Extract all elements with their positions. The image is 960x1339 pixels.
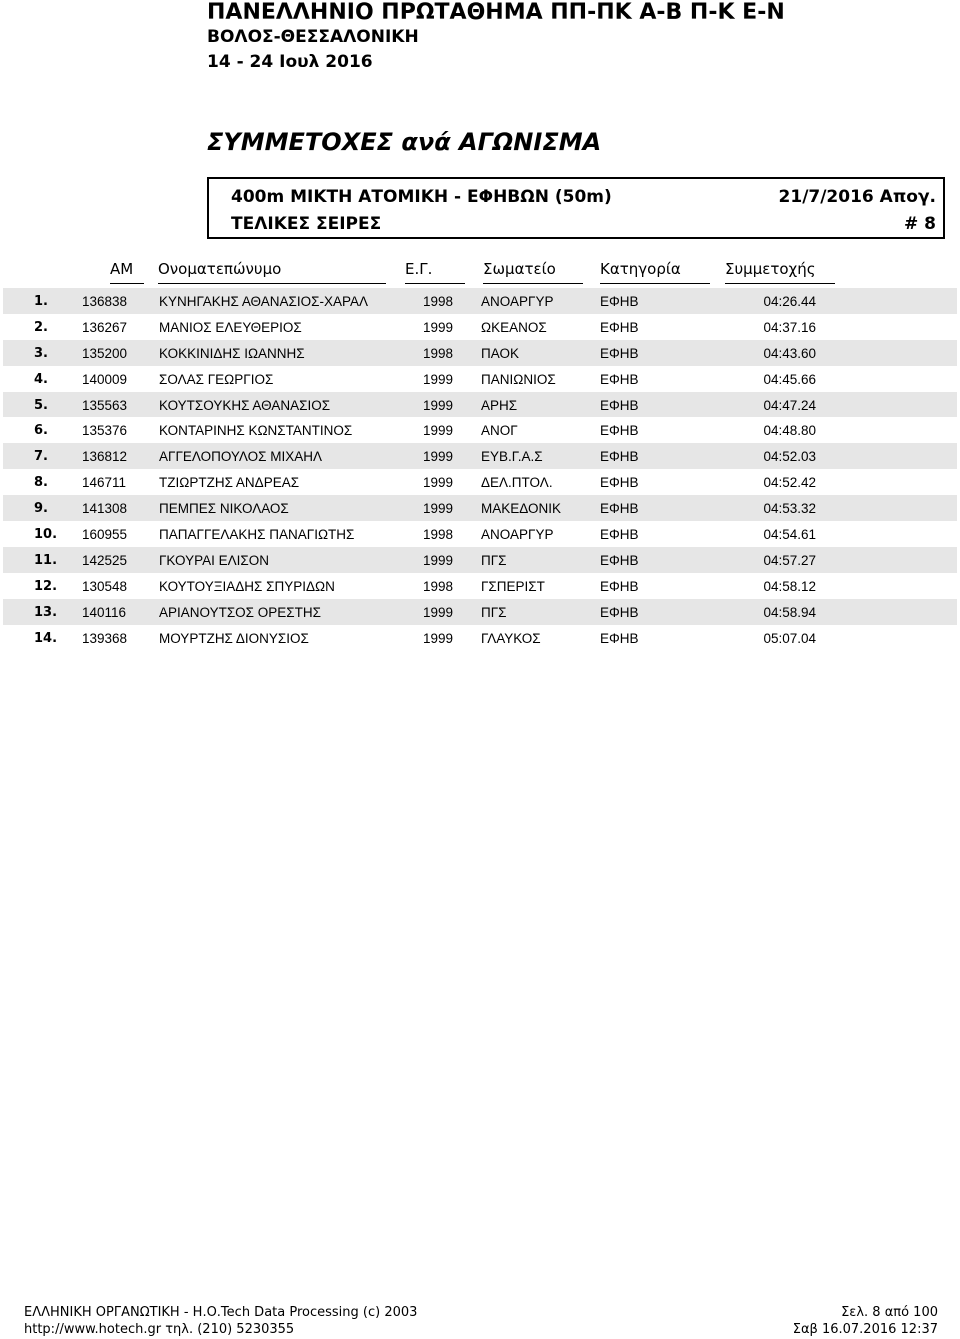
row-name: ΜΟΥΡΤΖΗΣ ΔΙΟΝΥΣΙΟΣ — [159, 630, 309, 646]
table-row — [3, 469, 957, 495]
table-row — [3, 417, 957, 443]
row-category: ΕΦΗΒ — [600, 397, 639, 413]
table-row — [3, 599, 957, 625]
row-mark: 04:58.94 — [763, 604, 816, 620]
row-position: 8. — [34, 475, 48, 491]
dates: 14 - 24 Ιουλ 2016 — [207, 52, 373, 72]
row-year: 1999 — [423, 371, 454, 387]
row-position: 3. — [34, 345, 48, 361]
venue: ΒΟΛΟΣ-ΘΕΣΣΑΛΟΝΙΚΗ — [207, 27, 419, 47]
row-category: ΕΦΗΒ — [600, 501, 639, 517]
row-club: ΠΓΣ — [481, 604, 507, 620]
row-position: 14. — [34, 630, 58, 646]
row-year: 1998 — [423, 578, 454, 594]
row-club: ΠΑΟΚ — [481, 345, 519, 361]
row-name: ΚΥΝΗΓΑΚΗΣ ΑΘΑΝΑΣΙΟΣ-ΧΑΡΑΛ — [159, 294, 369, 309]
row-club: ΔΕΛ.ΠΤΟΛ. — [481, 475, 553, 491]
row-club: ΑΝΟΑΡΓΥΡ — [481, 294, 554, 309]
row-am: 140116 — [82, 604, 127, 620]
row-position: 2. — [34, 319, 48, 335]
row-club: ΑΝΟΓ — [481, 423, 518, 439]
row-mark: 04:37.16 — [763, 319, 816, 335]
row-category: ΕΦΗΒ — [600, 578, 639, 594]
row-am: 135563 — [82, 397, 128, 413]
row-category: ΕΦΗΒ — [600, 345, 639, 361]
table-row — [3, 314, 957, 340]
column-header-am: ΑΜ — [110, 260, 144, 284]
report-title: ΣΥΜΜΕΤΟΧΕΣ ανά ΑΓΩΝΙΣΜΑ — [207, 128, 602, 156]
row-club: ΕΥΒ.Γ.Α.Σ — [481, 449, 543, 465]
table-row — [3, 443, 957, 469]
row-name: ΤΖΙΩΡΤΖΗΣ ΑΝΔΡΕΑΣ — [159, 475, 300, 491]
column-header-name: Ονοματεπώνυμο — [158, 260, 386, 284]
row-position: 11. — [34, 552, 58, 568]
row-year: 1998 — [423, 527, 454, 543]
entries-table — [3, 288, 957, 650]
row-name: ΠΑΠΑΓΓΕΛΑΚΗΣ ΠΑΝΑΓΙΩΤΗΣ — [159, 527, 355, 543]
row-year: 1998 — [423, 345, 454, 361]
row-name: ΜΑΝΙΟΣ ΕΛΕΥΘΕΡΙΟΣ — [159, 319, 302, 335]
row-club: ΑΡΗΣ — [481, 397, 518, 413]
row-name: ΚΟΥΤΣΟΥΚΗΣ ΑΘΑΝΑΣΙΟΣ — [159, 397, 331, 413]
row-category: ΕΦΗΒ — [600, 552, 639, 568]
row-mark: 04:54.61 — [763, 527, 816, 543]
row-year: 1999 — [423, 319, 454, 335]
footer-company: ΕΛΛΗΝΙΚΗ ΟΡΓΑΝΩΤΙΚΗ - Η.Ο.Tech Data Processing (c) 2003 — [24, 1305, 418, 1320]
table-row — [3, 625, 957, 651]
column-header-category: Κατηγορία — [600, 260, 710, 284]
row-position: 13. — [34, 604, 58, 620]
row-name: ΚΟΥΤΟΥΞΙΑΔΗΣ ΣΠΥΡΙΔΩΝ — [159, 578, 335, 594]
table-row — [3, 366, 957, 392]
row-am: 135200 — [82, 345, 128, 361]
event-box — [207, 177, 945, 239]
row-year: 1999 — [423, 552, 454, 568]
table-row — [3, 392, 957, 418]
row-mark: 04:58.12 — [763, 578, 816, 594]
row-category: ΕΦΗΒ — [600, 630, 639, 646]
row-year: 1999 — [423, 423, 454, 439]
row-am: 141308 — [82, 501, 128, 517]
footer-timestamp: Σαβ 16.07.2016 12:37 — [792, 1322, 938, 1337]
row-mark: 04:57.27 — [763, 552, 816, 568]
row-mark: 04:26.44 — [763, 294, 816, 309]
row-category: ΕΦΗΒ — [600, 371, 639, 387]
row-mark: 04:52.42 — [763, 475, 816, 491]
row-year: 1999 — [423, 604, 454, 620]
row-year: 1999 — [423, 475, 454, 491]
event-subtitle: ΤΕΛΙΚΕΣ ΣΕΙΡΕΣ — [231, 214, 382, 234]
event-number: # 8 — [904, 214, 936, 234]
table-row — [3, 547, 957, 573]
row-category: ΕΦΗΒ — [600, 423, 639, 439]
row-category: ΕΦΗΒ — [600, 475, 639, 491]
row-mark: 04:43.60 — [763, 345, 816, 361]
row-club: ΑΝΟΑΡΓΥΡ — [481, 527, 554, 543]
row-name: ΚΟΚΚΙΝΙΔΗΣ ΙΩΑΝΝΗΣ — [159, 345, 305, 361]
row-position: 5. — [34, 397, 48, 413]
row-name: ΓΚΟΥΡΑΙ ΕΛΙΣΟΝ — [159, 552, 269, 568]
row-club: ΜΑΚΕΔΟΝΙΚ — [481, 501, 561, 517]
table-row — [3, 340, 957, 366]
event-date: 21/7/2016 Απογ. — [778, 187, 936, 207]
column-header-mark: Συμμετοχής — [725, 260, 835, 284]
row-am: 136267 — [82, 319, 128, 335]
row-name: ΑΓΓΕΛΟΠΟΥΛΟΣ ΜΙΧΑΗΛ — [159, 449, 323, 465]
row-year: 1999 — [423, 630, 454, 646]
column-header-year: Ε.Γ. — [405, 260, 465, 284]
row-year: 1998 — [423, 294, 454, 309]
row-category: ΕΦΗΒ — [600, 319, 639, 335]
row-year: 1999 — [423, 501, 454, 517]
row-name: ΣΟΛΑΣ ΓΕΩΡΓΙΟΣ — [159, 371, 274, 387]
row-position: 9. — [34, 501, 48, 517]
row-year: 1999 — [423, 397, 454, 413]
row-am: 139368 — [82, 630, 128, 646]
row-am: 140009 — [82, 371, 128, 387]
row-am: 142525 — [82, 552, 128, 568]
footer-contact: http://www.hotech.gr τηλ. (210) 5230355 — [24, 1322, 295, 1337]
table-row — [3, 521, 957, 547]
row-category: ΕΦΗΒ — [600, 604, 639, 620]
row-year: 1999 — [423, 449, 454, 465]
row-mark: 04:48.80 — [763, 423, 816, 439]
row-am: 136838 — [82, 294, 128, 309]
row-club: ΠΑΝΙΩΝΙΟΣ — [481, 371, 556, 387]
row-category: ΕΦΗΒ — [600, 449, 639, 465]
row-am: 130548 — [82, 578, 128, 594]
row-club: ΓΛΑΥΚΟΣ — [481, 630, 541, 646]
row-name: ΑΡΙΑΝΟΥΤΣΟΣ ΟΡΕΣΤΗΣ — [159, 604, 321, 620]
row-mark: 04:52.03 — [763, 449, 816, 465]
row-am: 160955 — [82, 527, 128, 543]
row-mark: 04:47.24 — [763, 397, 816, 413]
row-position: 12. — [34, 578, 58, 594]
row-position: 6. — [34, 423, 48, 439]
row-mark: 05:07.04 — [763, 630, 816, 646]
row-am: 135376 — [82, 423, 128, 439]
row-mark: 04:45.66 — [763, 371, 816, 387]
row-club: ΓΣΠΕΡΙΣΤ — [481, 578, 545, 594]
row-category: ΕΦΗΒ — [600, 294, 639, 309]
column-header-club: Σωματείο — [483, 260, 583, 284]
row-position: 1. — [34, 294, 48, 309]
row-club: ΩΚΕΑΝΟΣ — [481, 319, 547, 335]
row-am: 146711 — [82, 475, 127, 491]
row-club: ΠΓΣ — [481, 552, 507, 568]
row-position: 4. — [34, 371, 48, 387]
row-position: 7. — [34, 449, 48, 465]
table-row — [3, 288, 957, 314]
table-row — [3, 573, 957, 599]
row-category: ΕΦΗΒ — [600, 527, 639, 543]
row-name: ΠΕΜΠΕΣ ΝΙΚΟΛΑΟΣ — [159, 501, 289, 517]
event-name: 400m ΜΙΚΤΗ ΑΤΟΜΙΚΗ - ΕΦΗΒΩΝ (50m) — [231, 187, 612, 207]
footer-page: Σελ. 8 από 100 — [841, 1305, 938, 1320]
row-position: 10. — [34, 527, 58, 543]
row-name: ΚΟΝΤΑΡΙΝΗΣ ΚΩΝΣΤΑΝΤΙΝΟΣ — [159, 423, 353, 439]
row-am: 136812 — [82, 449, 128, 465]
row-mark: 04:53.32 — [763, 501, 816, 517]
championship-title: ΠΑΝΕΛΛΗΝΙΟ ΠΡΩΤΑΘΗΜΑ ΠΠ-ΠΚ Α-Β Π-Κ Ε-Ν — [207, 0, 785, 25]
table-row — [3, 495, 957, 521]
